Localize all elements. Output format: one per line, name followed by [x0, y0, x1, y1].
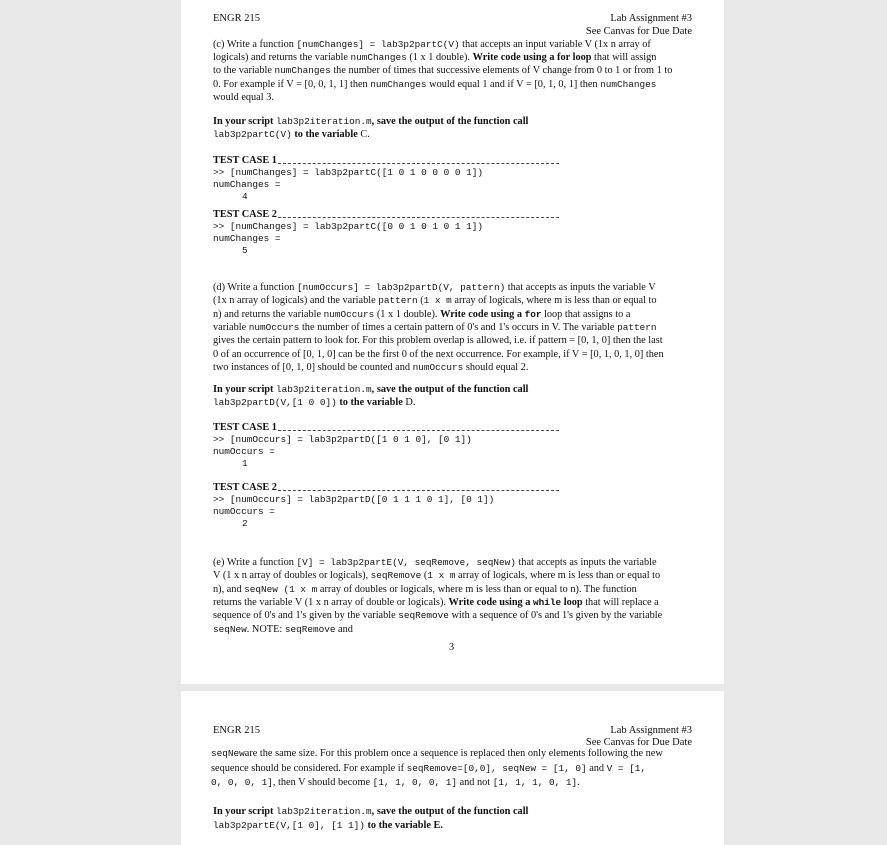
- text-run: array of logicals, where m is less than or equal to: [451, 295, 657, 307]
- due-date-header: See Canvas for Due Date: [585, 737, 692, 748]
- code-text: pattern: [378, 295, 418, 307]
- bold-text: , save the output of the function call: [371, 806, 529, 817]
- code-text: seqRemove: [284, 623, 336, 635]
- code-text: seqNew: [211, 748, 245, 759]
- text-run: that will replace a: [582, 596, 659, 608]
- document-page-4: [181, 691, 724, 845]
- code-text: numOccurs: [323, 308, 375, 320]
- text-line: [213, 362, 528, 374]
- text-run: 0 of an occurrence of [0, 1, 0] can be the first 0 of the next occurrence. For example, if V = [0, 1, 0, 1, 0] then: [213, 348, 664, 360]
- text-run: two instances of [0, 1, 0] should be counted and: [213, 361, 413, 373]
- text-run: that accepts as inputs the variable: [515, 557, 657, 568]
- text-run: sequence of 0's and 1's given by the variable: [213, 610, 399, 622]
- test-case-divider: [278, 430, 559, 431]
- bold-text: Write code using a: [440, 308, 525, 320]
- text-line: [211, 763, 646, 775]
- document-page-3: [181, 0, 724, 684]
- text-line: [213, 570, 660, 582]
- bold-text: In your script: [213, 116, 277, 127]
- text-run: would equal 1 and if V = [0, 1, 0, 1] then: [426, 78, 601, 90]
- text-run: to the variable: [213, 65, 275, 77]
- code-text: numChanges: [600, 78, 657, 90]
- test-case-output-variable: numChanges =: [213, 179, 281, 190]
- test-case-command: >> [numChanges] = lab3p2partC([0 0 1 0 1 0 1 1]): [213, 221, 484, 232]
- text-line: [213, 116, 528, 128]
- text-line: [211, 777, 580, 789]
- text-line: [213, 584, 637, 596]
- text-run: should equal 2.: [463, 361, 529, 373]
- test-case-output-variable: numOccurs =: [213, 446, 275, 457]
- text-run: . NOTE:: [246, 623, 285, 635]
- text-run: loop that assigns to a: [541, 308, 631, 320]
- text-line: [213, 295, 657, 307]
- text-run: with a sequence of 0's and 1's given by the variable: [448, 610, 663, 622]
- text-line: [213, 597, 659, 609]
- code-text: 1 x m: [427, 570, 456, 582]
- text-line: [213, 79, 656, 91]
- text-run: (e) Write a function: [213, 557, 297, 568]
- code-text: 1 x m: [423, 295, 452, 307]
- code-text: pattern: [617, 321, 657, 333]
- code-text: lab3p2iteration.m: [276, 806, 372, 817]
- text-run: D.: [405, 397, 416, 408]
- text-line: [213, 129, 370, 141]
- text-run: (: [417, 295, 424, 307]
- test-case-label: TEST CASE 1: [213, 155, 277, 166]
- code-keyword: while: [533, 596, 562, 608]
- text-run: that will assign: [591, 52, 657, 64]
- text-run: gives the certain pattern to look for. For this problem overlap is allowed, i.e. if pattern = [0, 1, 0] then the last: [213, 335, 663, 347]
- text-run: are the same size. For this problem once a sequence is replaced then only elements following the new: [244, 748, 663, 759]
- bold-text: to the variable: [364, 819, 434, 831]
- due-date-header: See Canvas for Due Date: [585, 26, 692, 37]
- code-text: numChanges: [370, 78, 427, 90]
- code-text: lab3p2partE(V,[1 0], [1 1]): [213, 819, 365, 831]
- text-line: [213, 65, 672, 77]
- code-text: [1, 1, 1, 0, 1]: [492, 777, 578, 788]
- test-case-output-value: 1: [242, 458, 248, 469]
- text-run: (: [421, 570, 428, 582]
- text-run: that accepts an input variable V (1x n array of: [459, 39, 651, 50]
- test-case-label: TEST CASE 1: [213, 422, 277, 433]
- text-run: (c) Write a function: [213, 39, 297, 50]
- bold-text: Write code using a: [448, 596, 534, 608]
- bold-text: In your script: [213, 384, 277, 395]
- text-line: [213, 282, 656, 294]
- code-text: [numChanges] = lab3p2partC(V): [296, 39, 460, 50]
- bold-text: E.: [433, 819, 443, 831]
- code-text: V = [1,: [606, 762, 647, 774]
- text-run: the number of times a certain pattern of 0's and 1's occurs in V. The variable: [299, 321, 618, 333]
- code-text: seqRemove: [398, 610, 449, 622]
- code-text: seqRemove: [370, 570, 422, 582]
- course-header: ENGR 215: [213, 13, 260, 24]
- code-text: lab3p2iteration.m: [276, 116, 372, 127]
- code-text: lab3p2iteration.m: [276, 384, 372, 395]
- text-line: [213, 806, 528, 818]
- page-number: 3: [449, 642, 455, 653]
- assignment-header: Lab Assignment #3: [610, 13, 692, 24]
- assignment-header: Lab Assignment #3: [610, 725, 692, 736]
- code-text: [V] = lab3p2partE(V, seqRemove, seqNew): [296, 557, 516, 568]
- test-case-command: >> [numOccurs] = lab3p2partD([0 1 1 1 0 1], [0 1]): [213, 494, 495, 505]
- text-run: sequence should be considered. For example if: [211, 762, 407, 774]
- text-run: (1x n array of logicals) and the variable: [213, 295, 379, 307]
- text-run: array of doubles or logicals, where m is less than or equal to n). The function: [317, 583, 637, 595]
- text-line: [213, 335, 663, 347]
- test-case-output-value: 2: [242, 518, 248, 529]
- text-run: n) and returns the variable: [213, 308, 324, 320]
- code-text: seqNew (1 x m: [244, 583, 318, 595]
- test-case-output-variable: numOccurs =: [213, 506, 275, 517]
- text-run: , then V should become: [272, 777, 373, 788]
- text-line: [213, 610, 662, 622]
- test-case-output-value: 5: [242, 245, 248, 256]
- text-line: [213, 52, 656, 64]
- code-text: [1, 1, 0, 0, 1]: [372, 777, 457, 788]
- text-line: [213, 322, 656, 334]
- bold-text: , save the output of the function call: [371, 116, 529, 127]
- text-line: [213, 349, 664, 361]
- text-line: [213, 309, 630, 321]
- code-text: 0, 0, 0, 1]: [211, 777, 273, 788]
- text-run: 0. For example if V = [0, 0, 1, 1] then: [213, 78, 371, 90]
- text-run: logicals) and returns the variable: [213, 52, 351, 64]
- text-run: and: [335, 623, 353, 635]
- test-case-divider: [278, 490, 559, 491]
- test-case-label: TEST CASE 2: [213, 209, 277, 220]
- bold-text: Write code using a for loop: [472, 52, 592, 64]
- text-run: and: [586, 762, 607, 774]
- test-case-label: TEST CASE 2: [213, 482, 277, 493]
- text-line: [213, 39, 651, 51]
- course-header: ENGR 215: [213, 725, 260, 736]
- bold-text: to the variable: [336, 397, 406, 408]
- code-text: numOccurs: [412, 361, 464, 373]
- test-case-divider: [278, 163, 559, 164]
- code-text: seqRemove=[0,0], seqNew = [1, 0]: [406, 762, 587, 774]
- bold-text: , save the output of the function call: [371, 384, 529, 395]
- text-line: [213, 624, 353, 636]
- text-run: array of logicals, where m is less than or equal to: [455, 570, 661, 582]
- text-run: (1 x 1 double).: [374, 308, 441, 320]
- text-run: (d) Write a function: [213, 282, 298, 293]
- test-case-command: >> [numOccurs] = lab3p2partD([1 0 1 0], [0 1]): [213, 434, 472, 445]
- bold-text: to the variable: [291, 129, 361, 140]
- bold-text: In your script: [213, 806, 277, 817]
- code-text: seqNew: [213, 623, 247, 635]
- code-keyword: for: [524, 308, 542, 320]
- text-line: [213, 384, 528, 396]
- bold-text: loop: [561, 596, 583, 608]
- text-line: [213, 92, 274, 104]
- text-line: [211, 748, 663, 760]
- text-run: the number of times that successive elements of V change from 0 to 1 or from 1 to: [330, 65, 673, 77]
- code-text: [numOccurs] = lab3p2partD(V, pattern): [297, 282, 506, 293]
- code-text: lab3p2partC(V): [213, 129, 292, 140]
- text-run: C.: [360, 129, 370, 140]
- text-run: would equal 3.: [213, 91, 274, 103]
- text-run: and not: [457, 777, 493, 788]
- text-line: [213, 557, 657, 569]
- code-text: numChanges: [350, 52, 407, 64]
- code-text: lab3p2partD(V,[1 0 0]): [213, 397, 337, 408]
- test-case-command: >> [numChanges] = lab3p2partC([1 0 1 0 0 0 0 1]): [213, 167, 484, 178]
- text-run: variable: [213, 321, 249, 333]
- text-run: (1 x 1 double).: [406, 52, 473, 64]
- text-run: n), and: [213, 583, 245, 595]
- text-run: returns the variable V (1 x n array of double or logicals).: [213, 596, 449, 608]
- text-run: that accepts as inputs the variable V: [505, 282, 656, 293]
- text-run: .: [577, 777, 580, 788]
- text-run: V (1 x n array of doubles or logicals),: [213, 570, 371, 582]
- code-text: numOccurs: [248, 321, 300, 333]
- test-case-output-variable: numChanges =: [213, 233, 281, 244]
- text-line: [213, 397, 415, 409]
- test-case-output-value: 4: [242, 191, 248, 202]
- text-line: [213, 820, 443, 832]
- test-case-divider: [278, 217, 559, 218]
- code-text: numChanges: [274, 65, 331, 77]
